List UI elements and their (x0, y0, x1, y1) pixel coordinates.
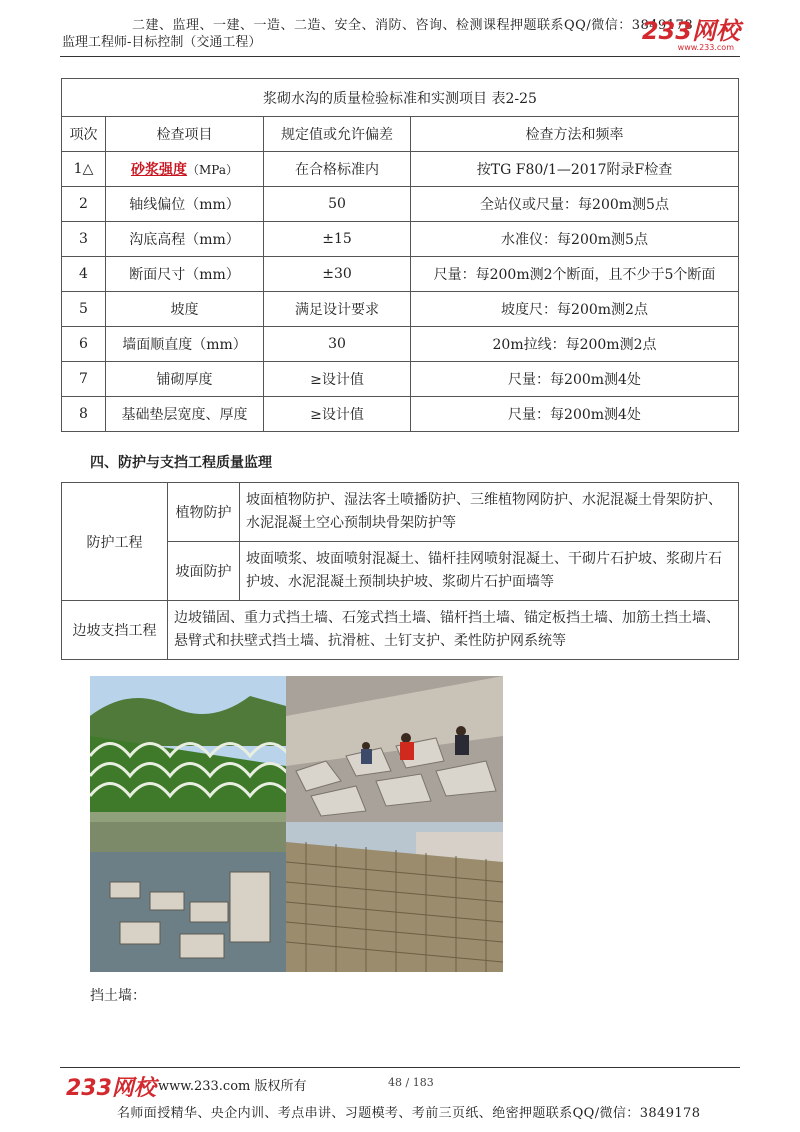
row-item: 沟底高程（mm） (106, 222, 264, 257)
table-row (62, 362, 739, 397)
row-no: 6 (62, 327, 106, 362)
row-spec: 在合格标准内 (264, 152, 411, 187)
table-row (62, 327, 739, 362)
footer-copyright: www.233.com 版权所有 (158, 1079, 307, 1094)
row-item: 墙面顺直度（mm） (106, 327, 264, 362)
river-stone-dike-photo (90, 822, 286, 972)
plant-text: 坡面植物防护、湿法客土喷播防护、三维植物网防护、水泥混凝土骨架防护、水泥混凝土空心预制块骨架防护等 (240, 483, 739, 542)
row-no: 8 (62, 397, 106, 432)
table-row (62, 152, 739, 187)
row-no: 2 (62, 187, 106, 222)
row-spec: ≥设计值 (264, 397, 411, 432)
row-no: 7 (62, 362, 106, 397)
row-spec: 50 (264, 187, 411, 222)
row-item: 基础垫层宽度、厚度 (106, 397, 264, 432)
brand-logo: 233网校 (641, 17, 740, 45)
footer-divider (60, 1067, 740, 1068)
stone-pitching-workers-photo (286, 676, 503, 822)
section-heading: 四、防护与支挡工程质量监理 (90, 455, 272, 471)
quality-table-2-25 (61, 78, 739, 432)
row-spec: 满足设计要求 (264, 292, 411, 327)
footer-contact-line: 名师面授精华、央企内训、考点串讲、习题模考、考前三页纸、绝密押题联系QQ/微信：3849178 (117, 1106, 701, 1121)
col-header-spec: 规定值或允许偏差 (264, 117, 411, 152)
row-no: 4 (62, 257, 106, 292)
protection-label: 防护工程 (62, 483, 168, 601)
slope-label: 坡面防护 (168, 542, 240, 601)
row-method: 20m拉线：每200m测2点 (411, 327, 739, 362)
page-number: 48 / 183 (388, 1076, 434, 1089)
table-row (62, 187, 739, 222)
support-label: 边坡支挡工程 (62, 601, 168, 660)
row-method: 尺量：每200m测4处 (411, 362, 739, 397)
table-row (62, 483, 739, 542)
mortar-strength-highlight: 砂浆强度 (131, 162, 187, 178)
slope-text: 坡面喷浆、坡面喷射混凝土、锚杆挂网喷射混凝土、干砌片石护坡、浆砌片石护坡、水泥混凝土预制块护坡、浆砌片石护面墙等 (240, 542, 739, 601)
support-text: 边坡锚固、重力式挡土墙、石笼式挡土墙、锚杆挡土墙、锚定板挡土墙、加筋土挡土墙、悬臂式和扶壁式挡土墙、抗滑桩、土钉支护、柔性防护网系统等 (168, 601, 739, 660)
row-no: 5 (62, 292, 106, 327)
table-header-row (62, 117, 739, 152)
plant-label: 植物防护 (168, 483, 240, 542)
plant-grid-slope-photo (90, 676, 286, 822)
row-method: 尺量：每200m测4处 (411, 397, 739, 432)
protection-support-table (61, 482, 739, 660)
row-item: 坡度 (106, 292, 264, 327)
row-no: 1△ (62, 152, 106, 187)
anchored-mesh-wall-photo (286, 822, 503, 972)
row-method: 尺量：每200m测2个断面，且不少于5个断面 (411, 257, 739, 292)
row-item: 铺砌厚度 (106, 362, 264, 397)
header-contact-line: 二建、监理、一建、一造、二造、安全、消防、咨询、检测课程押题联系QQ/微信：3849178 (132, 18, 694, 33)
row-method: 坡度尺：每200m测2点 (411, 292, 739, 327)
header-subject: 监理工程师-目标控制（交通工程） (62, 35, 262, 50)
row-spec: ±30 (264, 257, 411, 292)
row-no: 3 (62, 222, 106, 257)
row-item: 断面尺寸（mm） (106, 257, 264, 292)
table-row (62, 397, 739, 432)
table-row (62, 222, 739, 257)
table-row (62, 257, 739, 292)
protection-photo-collage (90, 676, 503, 972)
table-row (62, 601, 739, 660)
footer-logo: 233网校 (66, 1076, 156, 1101)
row-item (106, 152, 264, 187)
row-method: 水准仪：每200m测5点 (411, 222, 739, 257)
row-method: 按TG F80/1—2017附录F检查 (411, 152, 739, 187)
table-row (62, 292, 739, 327)
row-item: 轴线偏位（mm） (106, 187, 264, 222)
col-header-method: 检查方法和频率 (411, 117, 739, 152)
row-method: 全站仪或尺量：每200m测5点 (411, 187, 739, 222)
row-item-unit: （MPa） (187, 163, 238, 177)
row-spec: ≥设计值 (264, 362, 411, 397)
col-header-item: 检查项目 (106, 117, 264, 152)
row-spec: ±15 (264, 222, 411, 257)
table-title: 浆砌水沟的质量检验标准和实测项目 表2-25 (62, 79, 739, 117)
brand-logo-url: www.233.com (677, 43, 734, 52)
row-spec: 30 (264, 327, 411, 362)
header-divider (60, 56, 740, 57)
col-header-no: 项次 (62, 117, 106, 152)
retaining-wall-label: 挡土墙： (90, 988, 146, 1004)
